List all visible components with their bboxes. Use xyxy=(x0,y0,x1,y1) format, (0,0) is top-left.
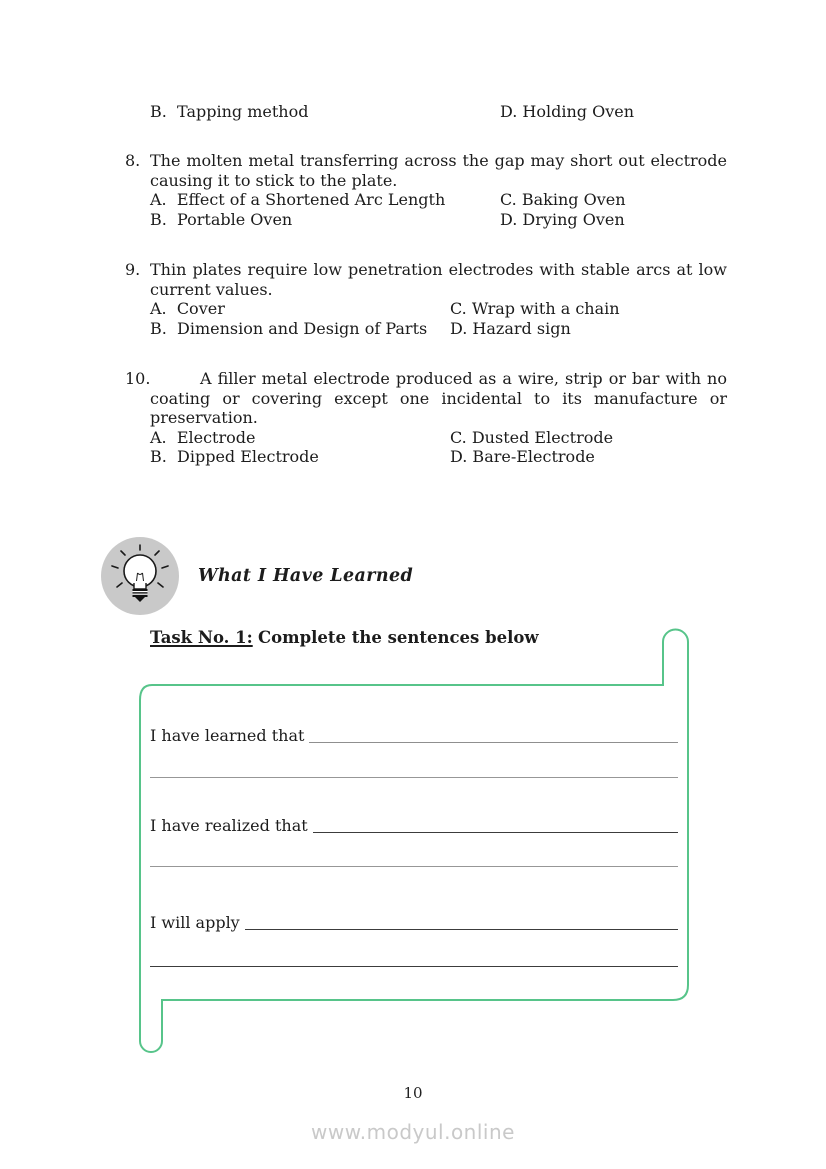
option-d: D. Drying Oven xyxy=(500,209,625,229)
answer-blank xyxy=(150,966,678,967)
option-a: A. Electrode xyxy=(150,427,256,447)
question-text-line: causing it to stick to the plate. xyxy=(150,170,398,190)
prompt-learned xyxy=(150,726,678,746)
answer-blank xyxy=(150,866,678,867)
question-text-line: preservation. xyxy=(150,408,258,428)
answer-blank xyxy=(150,777,678,778)
question-text-line: current values. xyxy=(150,279,273,299)
question-number: 9. xyxy=(125,260,141,279)
answer-blank xyxy=(309,742,678,743)
option-c: C. Wrap with a chain xyxy=(450,299,620,319)
option-a: A. Effect of a Shortened Arc Length xyxy=(150,190,446,210)
prompt-label: I will apply xyxy=(150,913,240,932)
option-d: D. Hazard sign xyxy=(450,318,571,338)
answer-blank xyxy=(313,832,678,833)
option-b: B. Dimension and Design of Parts xyxy=(150,318,428,338)
question-text-line: A filler metal electrode produced as a wire, strip or bar with no xyxy=(200,369,727,388)
option-d: D. Holding Oven xyxy=(500,102,635,121)
task-instruction: Complete the sentences below xyxy=(257,628,539,647)
answer-blank xyxy=(245,929,678,930)
option-c: C. Baking Oven xyxy=(500,190,626,210)
question-text-line: Thin plates require low penetration electrodes with stable arcs at low xyxy=(150,260,727,279)
watermark: www.modyul.online xyxy=(311,1120,515,1144)
question-number: 10. xyxy=(125,369,151,388)
prompt-label: I have learned that xyxy=(150,726,305,745)
prompt-apply xyxy=(150,913,678,933)
prompt-realized xyxy=(150,816,678,836)
prompt-label: I have realized that xyxy=(150,816,308,835)
section-heading: What I Have Learned xyxy=(198,566,414,586)
option-d: D. Bare-Electrode xyxy=(450,447,595,467)
option-a: A. Cover xyxy=(150,299,225,319)
question-number: 8. xyxy=(125,151,141,170)
page-number: 10 xyxy=(403,1084,423,1102)
option-b: B. Portable Oven xyxy=(150,209,293,229)
question-text-line: coating or covering except one incidental to its manufacture or xyxy=(150,388,727,408)
question-text-line: The molten metal transferring across the gap may short out electrode xyxy=(150,151,727,170)
option-c: C. Dusted Electrode xyxy=(450,427,614,447)
option-b: B. Dipped Electrode xyxy=(150,447,319,467)
scroll-outline xyxy=(140,630,688,1053)
task-label: Task No. 1: xyxy=(150,628,253,647)
option-b: B. Tapping method xyxy=(150,102,309,121)
